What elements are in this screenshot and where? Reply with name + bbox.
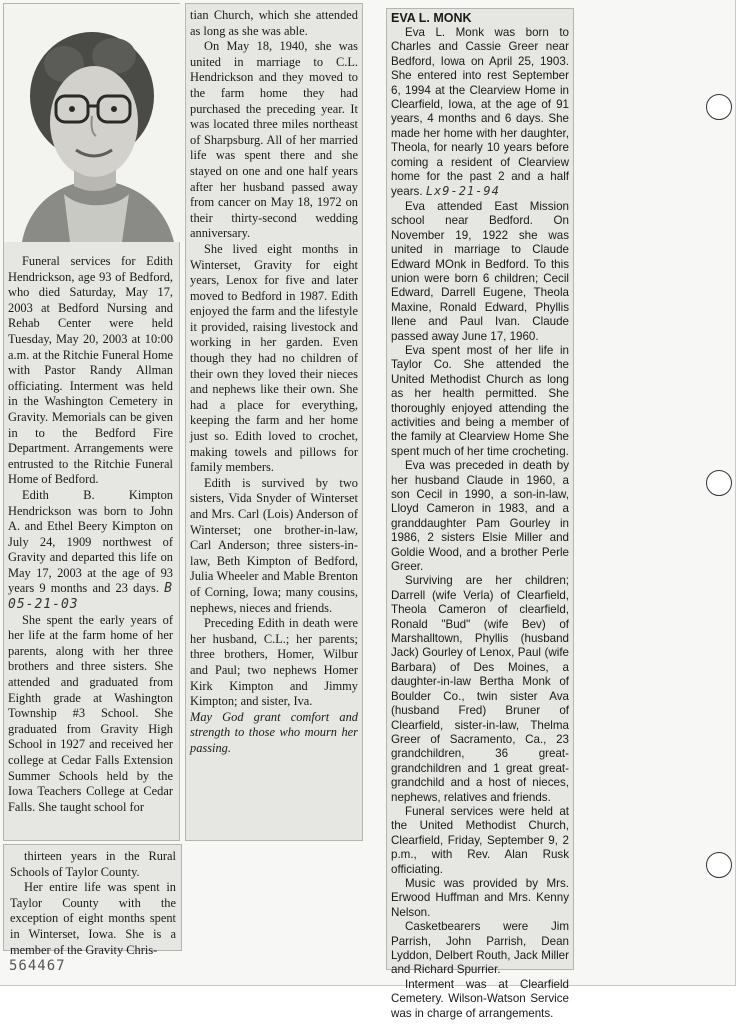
paragraph: On May 18, 1940, she was united in marriage to C.L. Hendrickson and they moved to the farm home they had purchased the preceding year. It was located three miles northeast of Sharpsburg. All of her married life was spent there and she stayed on one and one half years after her husband passed away from cancer on May 18, 1972 on their thirty-second wedding anniversary.	[190, 39, 358, 241]
paragraph: Casketbearers were Jim Parrish, John Parrish, Dean Lyddon, Delbert Routh, Jack Miller and Richard Spurrier.	[391, 920, 569, 977]
paragraph: Eva attended East Mission school near Bedford. On November 19, 1922 she was united in marriage to Claude Edward MOnk in Bedford. To this union were born 6 children; Cecil Edward, Darrell Eugene, Theola Maxine, Ronald Edward, Phyllis Ilene and Paul Ivan. Claude passed away June 17, 1960.	[391, 199, 569, 343]
paragraph: She lived eight months in Winterset, Gravity for eight years, Lenox for five and later moved to Bedford in 1987. Edith enjoyed the farm and the lifestyle it provided, raising livestock and working in her garden. Even though they had no children of their own they loved their nieces and nephews like their own. She had a place for everything, keeping the farm and her home just so. Edith loved to crochet, making towels and pillows for family members.	[190, 241, 358, 475]
binder-hole	[706, 470, 732, 496]
obituary-clipping-eva	[387, 9, 573, 1020]
paragraph: Edith is survived by two sisters, Vida Snyder of Winterset and Mrs. Carl (Lois) Anderson of Winterset; one brother-in-law, Carl Anderson; three sisters-in-law, Beth Kimpton of Bedford, Julia Wheeler and Mable Brenton of Corning, Iowa; many cousins, nephews, nieces and friends.	[190, 475, 358, 615]
handwritten-date: B 05-21-03	[8, 581, 173, 613]
paragraph: Preceding Edith in death were her husband, C.L.; her parents; three brothers, Homer, Wilbur and Paul; two nephews Homer Kirk Kimpton and Jimmy Kimpton; and sister, Iva.	[190, 616, 358, 709]
catalog-number: 564467	[9, 958, 66, 974]
column-1-text	[8, 254, 173, 815]
paragraph-text: Edith B. Kimpton Hendrickson was born to John A. and Ethel Beery Kimpton on July 24, 1909 northwest of Gravity and departed this life on May 17, 2003 at the age of 93 years 9 months and 23 days.	[8, 487, 173, 596]
binder-hole	[706, 852, 732, 878]
paragraph: thirteen years in the Rural Schools of Taylor County.	[10, 849, 176, 879]
column-3-text	[391, 11, 569, 1021]
paragraph-text: Eva L. Monk was born to Charles and Cassie Greer near Bedford, Iowa on April 25, 1903. She entered into rest September 6, 1994 at the Clearview Home in Clearfield, Iowa, at the age of 91 years, 4 months and 6 days. She made her home with her daughter, Theola, for nearly 10 years before coming a resident of Clearview home for the past 2 and a half years.	[391, 26, 569, 199]
paragraph: Her entire life was spent in Taylor County with the exception of eight months spent in Winterset, Iowa. She is a member of the Gravity Chris-	[10, 880, 176, 957]
obituary-heading: EVA L. MONK	[391, 11, 472, 25]
paragraph: Eva was preceded in death by her husband Claude in 1960, a son Cecil in 1990, a son-in-law, Lloyd Cameron in 1983, and a granddaughter Pam Gourley in 1986, 2 sisters Elsie Miller and Goldie Wood, and a brother Perle Greer.	[391, 459, 569, 574]
column-1-continued-text	[10, 849, 176, 958]
obituary-clipping-edith-column-2	[186, 4, 362, 840]
paragraph: Surviving are her children; Darrell (wife Verla) of Clearfield, Theola Cameron of clearfield, Ronald "Bud" (wife Bev) of Marshalltown, Phyllis (husband Jack) Gourley of Lenox, Paul (wife Barbara) of Des Moines, a daughter-in-law Bertha Monk of Boulder Co., twin sister Ava (husband Fred) Bruner of Clearfield, sister-in-law, Thelma Greer of Sacramento, Ca., 23 grandchildren, 36 great-grandchildren and 1 great great-grandchild and a host of nieces, nephews, relatives and friends.	[391, 574, 569, 804]
obituary-clipping-edith	[4, 4, 179, 840]
paragraph: Funeral services were held at the United Methodist Church, Clearfield, Friday, September 9, 2 p.m., with Rev. Alan Rusk officiating.	[391, 804, 569, 876]
paragraph: Interment was at Clearfield Cemetery. Wilson-Watson Service was in charge of arrangements.	[391, 977, 569, 1020]
paragraph: Music was provided by Mrs. Erwood Huffman and Mrs. Kenny Nelson.	[391, 876, 569, 919]
obituary-clipping-edith-continued	[4, 845, 181, 957]
handwritten-date: Lx9-21-94	[425, 184, 500, 199]
closing-verse: May God grant comfort and strength to those who mourn her passing.	[190, 709, 358, 755]
paragraph: She spent the early years of her life at the farm home of her parents, along with her three brothers and three sisters. She attended and graduated from Eighth grade at Washington Township #3 School. She graduated from Gravity High School in 1927 and received her college at Cedar Falls Extension Summer Schools held by the Iowa Teachers College at Cedar Falls. She taught school for	[8, 612, 173, 814]
paragraph: Eva spent most of her life in Taylor Co. She attended the United Methodist Church as long as her health permitted. She thoroughly enjoyed attending the activities and being a member of the family at Clearview Home She spent much of her time crocheting.	[391, 343, 569, 458]
paragraph	[391, 26, 569, 200]
paragraph: tian Church, which she attended as long as she was able.	[190, 8, 358, 38]
binder-hole	[706, 94, 732, 120]
paragraph	[8, 488, 173, 613]
column-2-text	[190, 8, 358, 757]
portrait-photo	[4, 4, 184, 242]
paragraph: Funeral services for Edith Hendrickson, age 93 of Bedford, who died Saturday, May 17, 2003 at Bedford Nursing and Rehab Center were held Tuesday, May 20, 2003 at 10:00 a.m. at the Ritchie Funeral Home with Pastor Randy Allman officiating. Interment was held in the Washington Cemetery in Gravity. Memorials can be given in to the Bedford Fire Department. Arrangements were entrusted to the Ritchie Funeral Home of Bedford.	[8, 254, 173, 487]
portrait-image	[4, 4, 184, 242]
